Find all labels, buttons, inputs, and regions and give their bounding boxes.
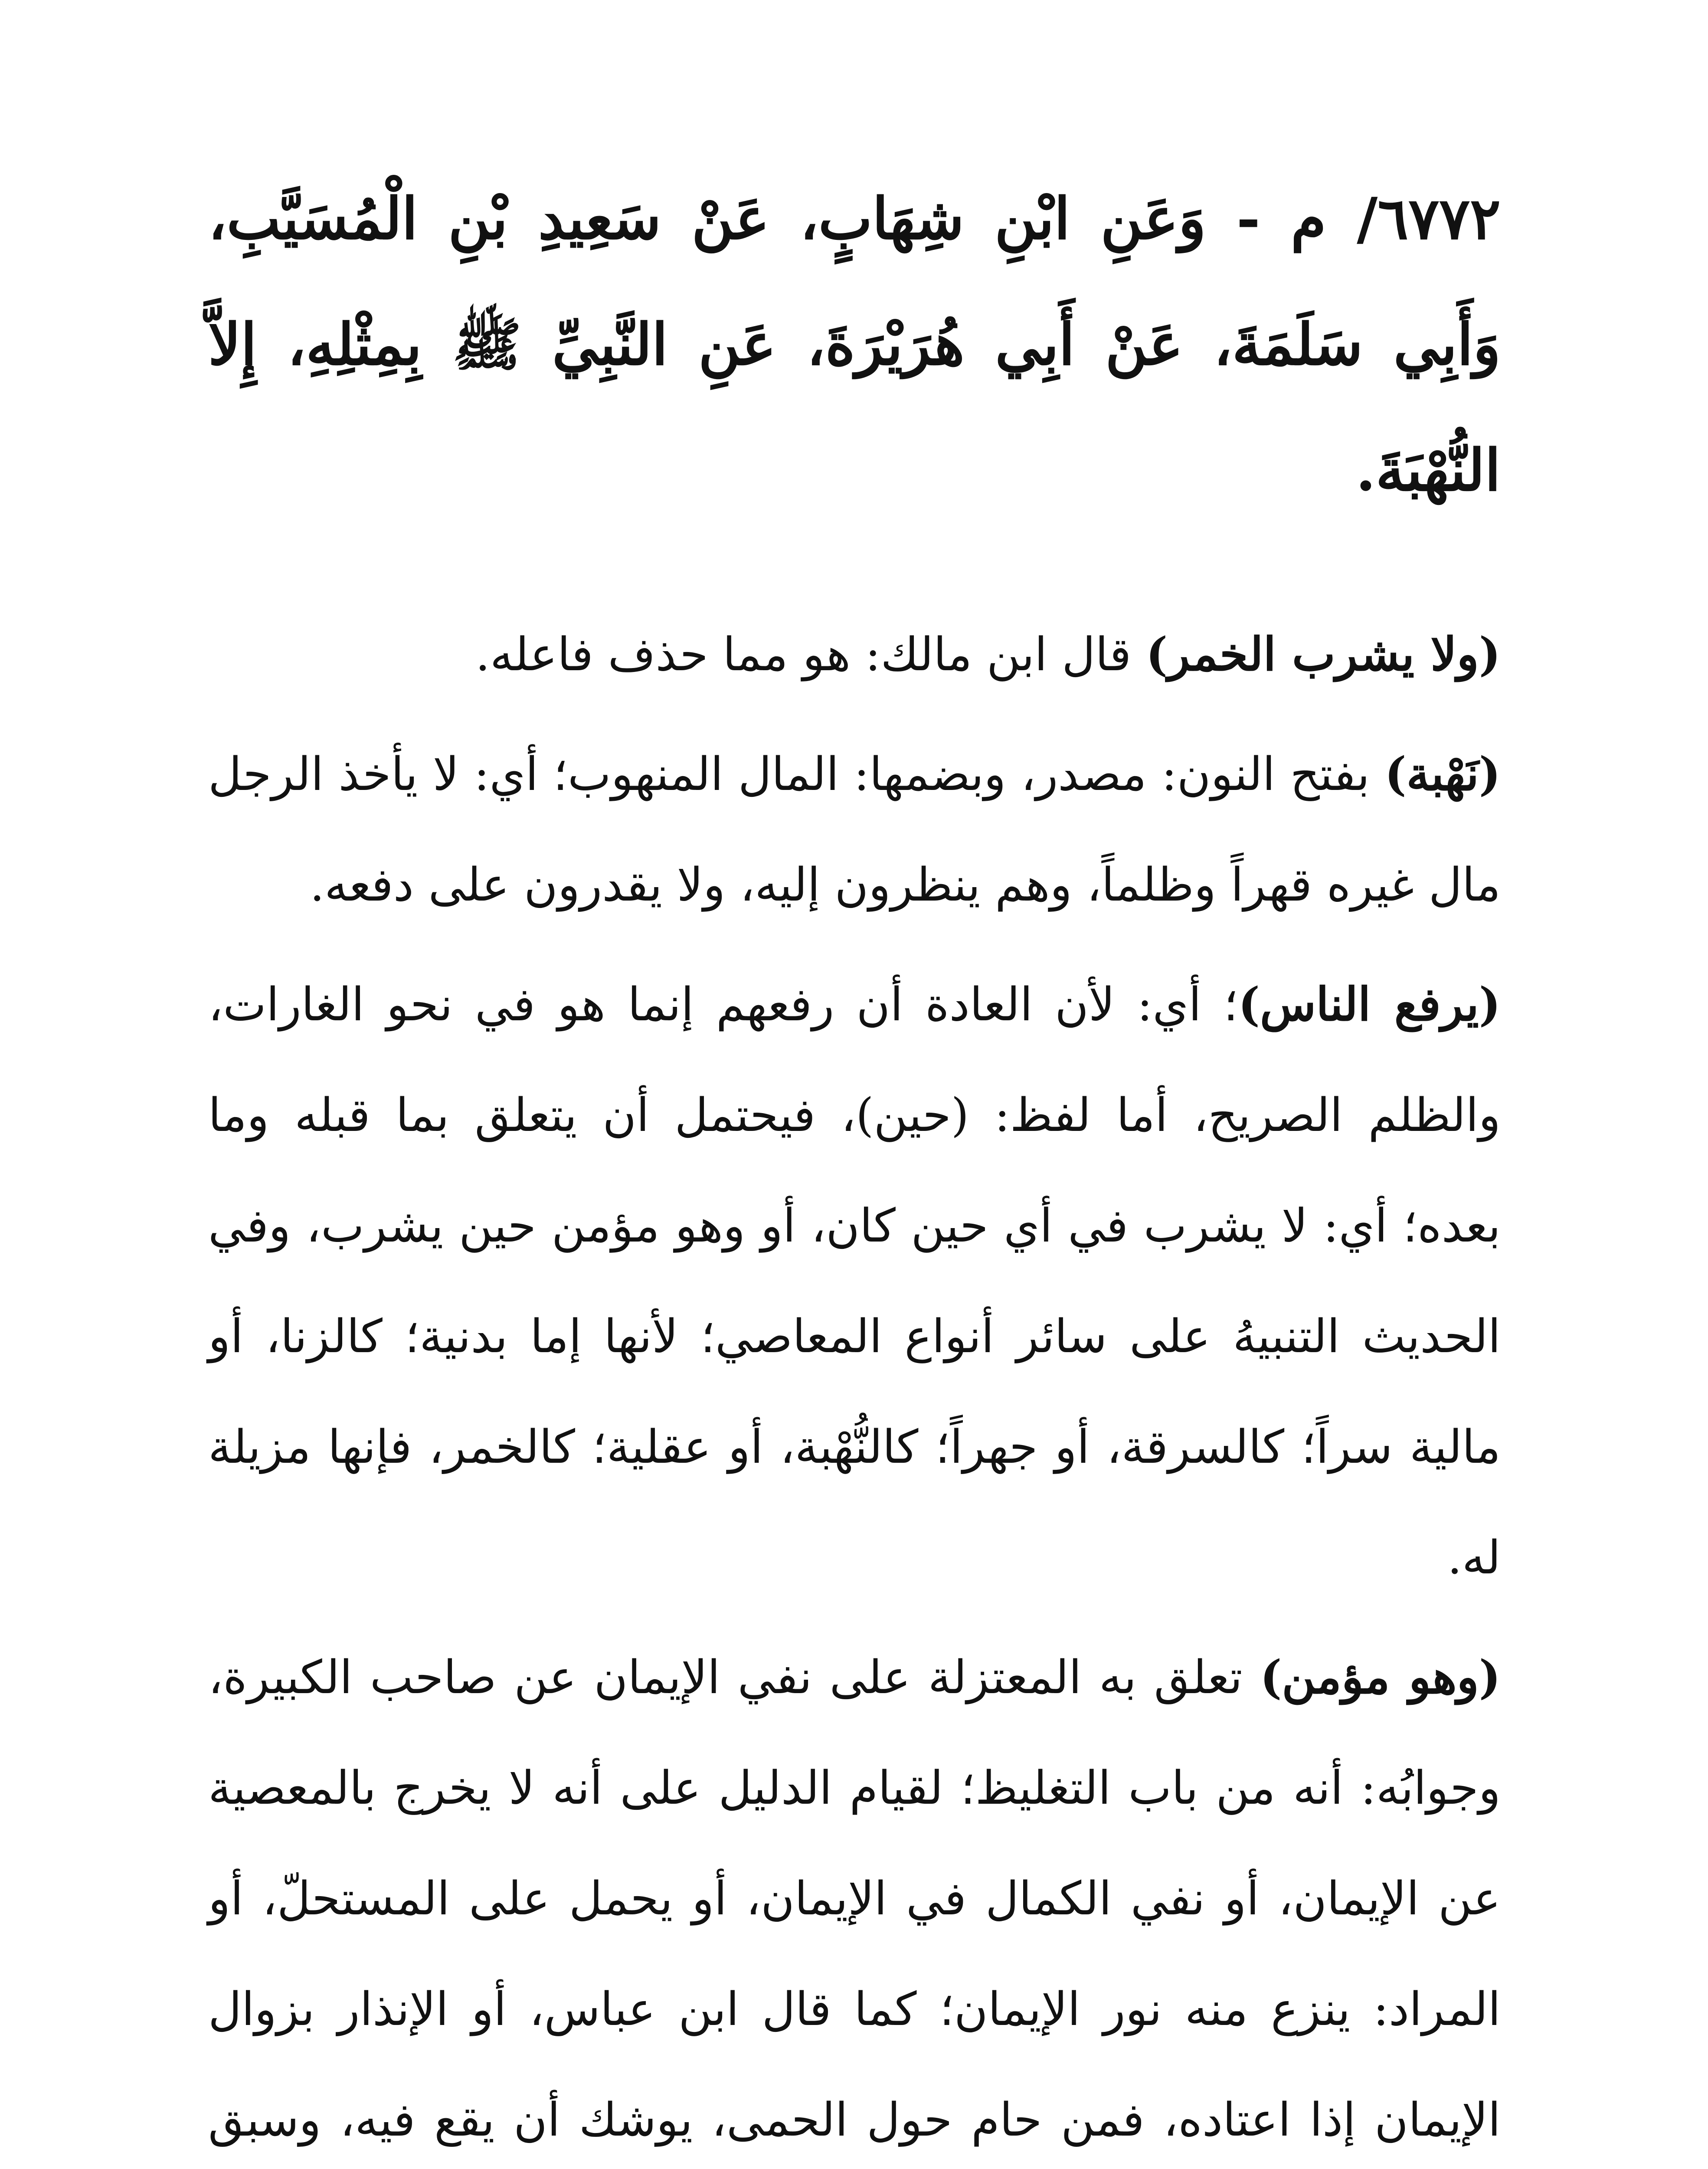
- hadith-number: ٦٧٧٢/ م -: [1236, 185, 1501, 252]
- commentary-text: بفتح النون: مصدر، وبضمها: المال المنهوب؛ أي: لا يأخذ الرجل مال غيره قهراً وظلماً، وهم ينظرون إليه، ولا يقدرون على دفعه.: [208, 747, 1501, 911]
- commentary-text: ؛ أي: لأن العادة أن رفعهم إنما هو في نحو الغارات، والظلم الصريح، أما لفظ: (حين)، فيحتمل أن يتعلق بما قبله وما بعده؛ أي: لا يشرب في أي حين كان، أو وهو مؤمن حين يشرب، وفي الحديث التنبيهُ على سائر أنواع المعاصي؛ لأنها إما بدنية؛ كالزنا، أو مالية سراً؛ كالسرقة، أو جهراً؛ كالنُّهْبة، أو عقلية؛ كالخمر، فإنها مزيلة له.: [208, 978, 1501, 1584]
- commentary-paragraph: [208, 949, 1501, 1613]
- commentary-paragraph: [208, 1622, 1501, 2169]
- page-content: [208, 156, 1501, 2169]
- hadith-text: [208, 156, 1501, 534]
- commentary-term: (وهو مؤمن): [1260, 1650, 1501, 1704]
- commentary-paragraph: [208, 718, 1501, 940]
- commentary-text: تعلق به المعتزلة على نفي الإيمان عن صاحب الكبيرة، وجوابُه: أنه من باب التغليظ؛ لقيام الدليل على أنه لا يخرج بالمعصية عن الإيمان، أو نفي الكمال في الإيمان، أو يحمل على المستحلّ، أو المراد: ينزع منه نور الإيمان؛ كما قال ابن عباس، أو الإنذار بزوال الإيمان إذا اعتاده، فمن حام حول الحمى، يوشك أن يقع فيه، وسبق: [208, 1651, 1501, 2146]
- commentary-term: (يرفع الناس): [1238, 977, 1501, 1031]
- commentary-term: (نَهْبة): [1384, 747, 1501, 801]
- hadith-body: وَعَنِ ابْنِ شِهَابٍ، عَنْ سَعِيدِ بْنِ الْمُسَيَّبِ، وَأَبِي سَلَمَةَ، عَنْ أَبِي هُرَيْرَةَ، عَنِ النَّبِيِّ ﷺ بِمِثْلِهِ، إِلاَّ النُّهْبَةَ.: [208, 185, 1501, 504]
- commentary-text: قال ابن مالك: هو مما حذف فاعله.: [475, 628, 1146, 681]
- commentary-paragraph: [208, 599, 1501, 710]
- commentary-term: (ولا يشرب الخمر): [1145, 627, 1501, 681]
